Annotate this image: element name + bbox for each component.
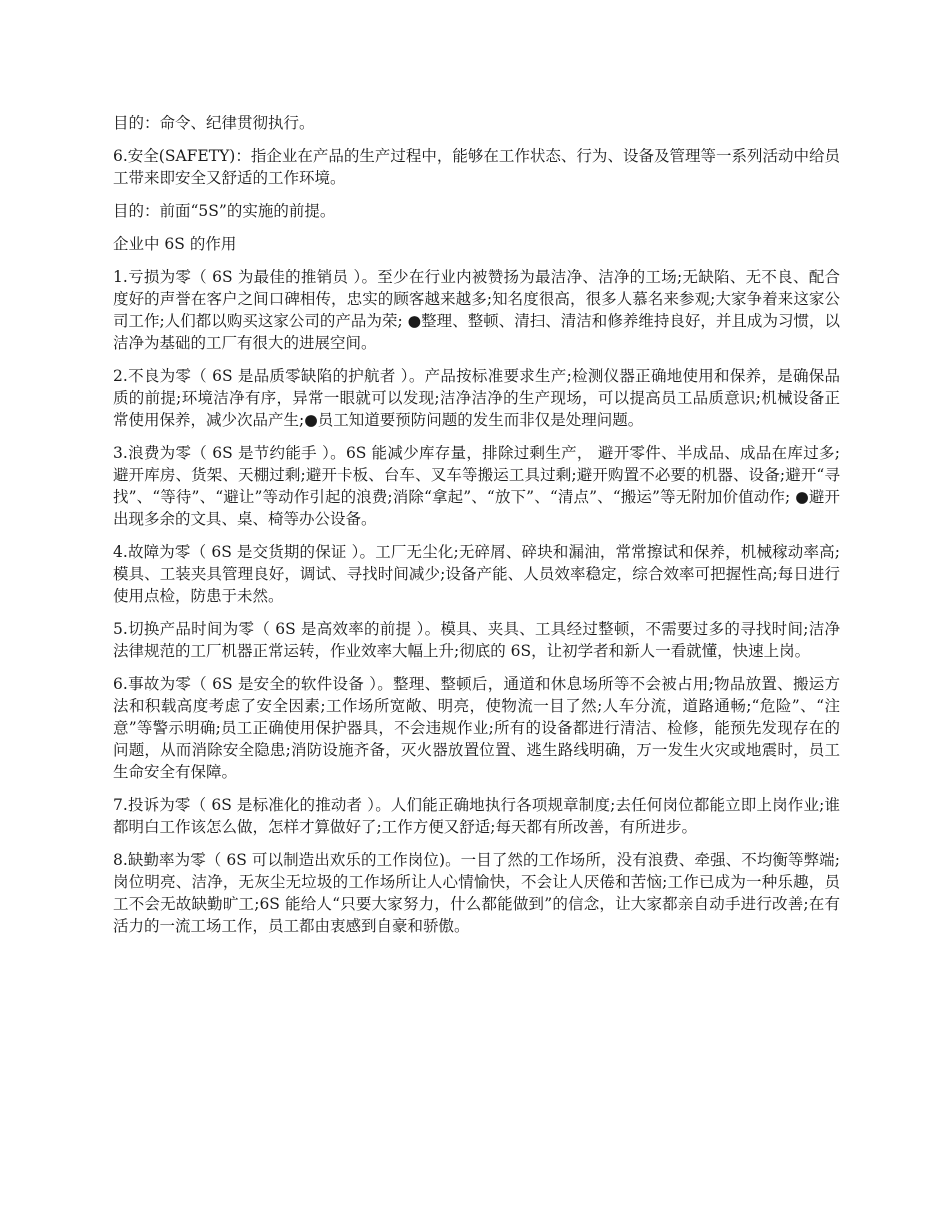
paragraph-zero-absence: 8.缺勤率为零（ 6S 可以制造出欢乐的工作岗位)。一目了然的工作场所，没有浪费、牵强、不均衡等弊端;岗位明亮、洁净，无灰尘无垃圾的工作场所让人心情愉快，不会让人厌倦和苦恼;工作已成为一种乐趣，员工不会无故缺勤旷工;6S 能给人“只要大家努力，什么都能做到”的信念，让大家都亲自动手进行改善;在有活力的一流工场工作，员工都由衷感到自豪和骄傲。 <box>113 851 840 935</box>
paragraph-zero-breakdowns: 4.故障为零（ 6S 是交货期的保证 ）。工厂无尘化;无碎屑、碎块和漏油，常常擦试和保养，机械稼动率高;模具、工装夹具管理良好，调试、寻找时间减少;设备产能、人员效率稳定，综合效率可把握性高;每日进行使用点检，防患于未然。 <box>113 543 840 605</box>
paragraph-zero-defects: 2.不良为零（ 6S 是品质零缺陷的护航者 ）。产品按标准要求生产;检测仪器正确地使用和保养，是确保品质的前提;环境洁净有序，异常一眼就可以发现;洁净洁净的生产现场，可以提高员工品质意识;机械设备正常使用保养，减少次品产生;●员工知道要预防问题的发生而非仅是处理问题。 <box>113 367 840 429</box>
paragraph-purpose-discipline: 目的：命令、纪律贯彻执行。 <box>113 114 315 132</box>
document-page <box>113 112 840 948</box>
paragraph-zero-accidents: 6.事故为零（ 6S 是安全的软件设备 ）。整理、整顿后，通道和休息场所等不会被占用;物品放置、搬运方法和积载高度考虑了安全因素;工作场所宽敞、明亮，使物流一目了然;人车分流，道路通畅;“危险”、“注意”等警示明确;员工正确使用保护器具，不会违规作业;所有的设备都进行清洁、检修，能预先发现存在的问题，从而消除安全隐患;消防设施齐备，灭火器放置位置、逃生路线明确，万一发生火灾或地震时，员工生命安全有保障。 <box>113 675 840 781</box>
paragraph-zero-complaints: 7.投诉为零（ 6S 是标准化的推动者 ）。人们能正确地执行各项规章制度;去任何岗位都能立即上岗作业;谁都明白工作该怎么做，怎样才算做好了;工作方便又舒适;每天都有所改善，有所进步。 <box>113 796 840 836</box>
paragraph-zero-changeover: 5.切换产品时间为零（ 6S 是高效率的前提 ）。模具、夹具、工具经过整顿，不需要过多的寻找时间;洁净法律规范的工厂机器正常运转，作业效率大幅上升;彻底的 6S，让初学者和新人一看就懂，快速上岗。 <box>113 620 840 660</box>
section-heading-6s-effects: 企业中 6S 的作用 <box>113 235 237 253</box>
paragraph-zero-waste: 3.浪费为零（ 6S 是节约能手 ）。6S 能减少库存量，排除过剩生产， 避开零件、半成品、成品在库过多;避开库房、货架、天棚过剩;避开卡板、台车、叉车等搬运工具过剩;避开购置不必要的机器、设备;避开“寻找”、“等待”、“避让”等动作引起的浪费;消除“拿起”、“放下”、“清点”、“搬运”等无附加价值动作; ●避开出现多余的文具、桌、椅等办公设备。 <box>113 444 840 528</box>
paragraph-safety-definition: 6.安全(SAFETY)：指企业在产品的生产过程中，能够在工作状态、行为、设备及管理等一系列活动中给员工带来即安全又舒适的工作环境。 <box>113 147 840 187</box>
paragraph-zero-loss: 1.亏损为零（ 6S 为最佳的推销员 ）。至少在行业内被赞扬为最洁净、洁净的工场;无缺陷、无不良、配合度好的声誉在客户之间口碑相传，忠实的顾客越来越多;知名度很高，很多人慕名来参观;大家争着来这家公司工作;人们都以购买这家公司的产品为荣; ●整理、整顿、清扫、清洁和修养维持良好，并且成为习惯，以洁净为基础的工厂有很大的进展空间。 <box>113 268 840 352</box>
paragraph-purpose-safety: 目的：前面“5S”的实施的前提。 <box>113 202 336 220</box>
